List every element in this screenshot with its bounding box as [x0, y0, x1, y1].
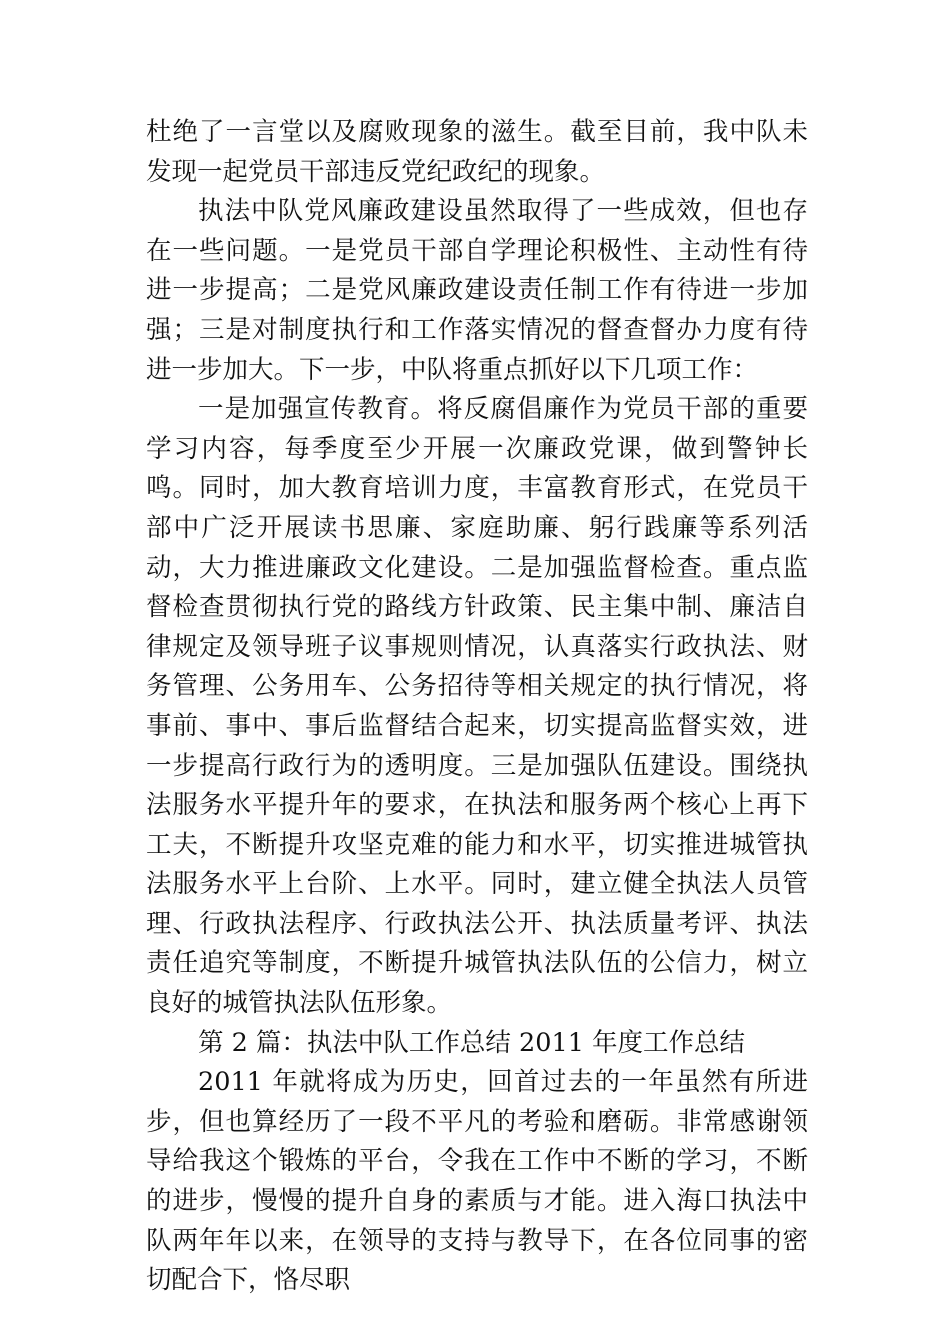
- paragraph-3: 一是加强宣传教育。将反腐倡廉作为党员干部的重要学习内容，每季度至少开展一次廉政党课，做到警钟长鸣。同时，加大教育培训力度，丰富教育形式，在党员干部中广泛开展读书思廉、家庭助廉、躬行践廉等系列活动，大力推进廉政文化建设。二是加强监督检查。重点监督检查贯彻执行党的路线方针政策、民主集中制、廉洁自律规定及领导班子议事规则情况，认真落实行政执法、财务管理、公务用车、公务招待等相关规定的执行情况，将事前、事中、事后监督结合起来，切实提高监督实效，进一步提高行政行为的透明度。三是加强队伍建设。围绕执法服务水平提升年的要求，在执法和服务两个核心上再下工夫，不断提升攻坚克难的能力和水平，切实推进城管执法服务水平上台阶、上水平。同时，建立健全执法人员管理、行政执法程序、行政执法公开、执法质量考评、执法责任追究等制度，不断提升城管执法队伍的公信力，树立良好的城管执法队伍形象。: [146, 394, 808, 1019]
- paragraph-1: 杜绝了一言堂以及腐败现象的滋生。截至目前，我中队未发现一起党员干部违反党纪政纪的现象。: [146, 117, 808, 187]
- document-page: [146, 113, 808, 1301]
- paragraph-2: 执法中队党风廉政建设虽然取得了一些成效，但也存在一些问题。一是党员干部自学理论积极性、主动性有待进一步提高；二是党风廉政建设责任制工作有待进一步加强；三是对制度执行和工作落实情况的督查督办力度有待进一步加大。下一步，中队将重点抓好以下几项工作：: [146, 196, 808, 385]
- section-heading: 第 2 篇：执法中队工作总结 2011 年度工作总结: [198, 1027, 746, 1058]
- section-paragraph: 2011 年就将成为历史，回首过去的一年虽然有所进步，但也算经历了一段不平凡的考验和磨砺。非常感谢领导给我这个锻炼的平台，令我在工作中不断的学习，不断的进步，慢慢的提升自身的素质与才能。进入海口执法中队两年年以来，在领导的支持与教导下，在各位同事的密切配合下，恪尽职: [146, 1067, 808, 1296]
